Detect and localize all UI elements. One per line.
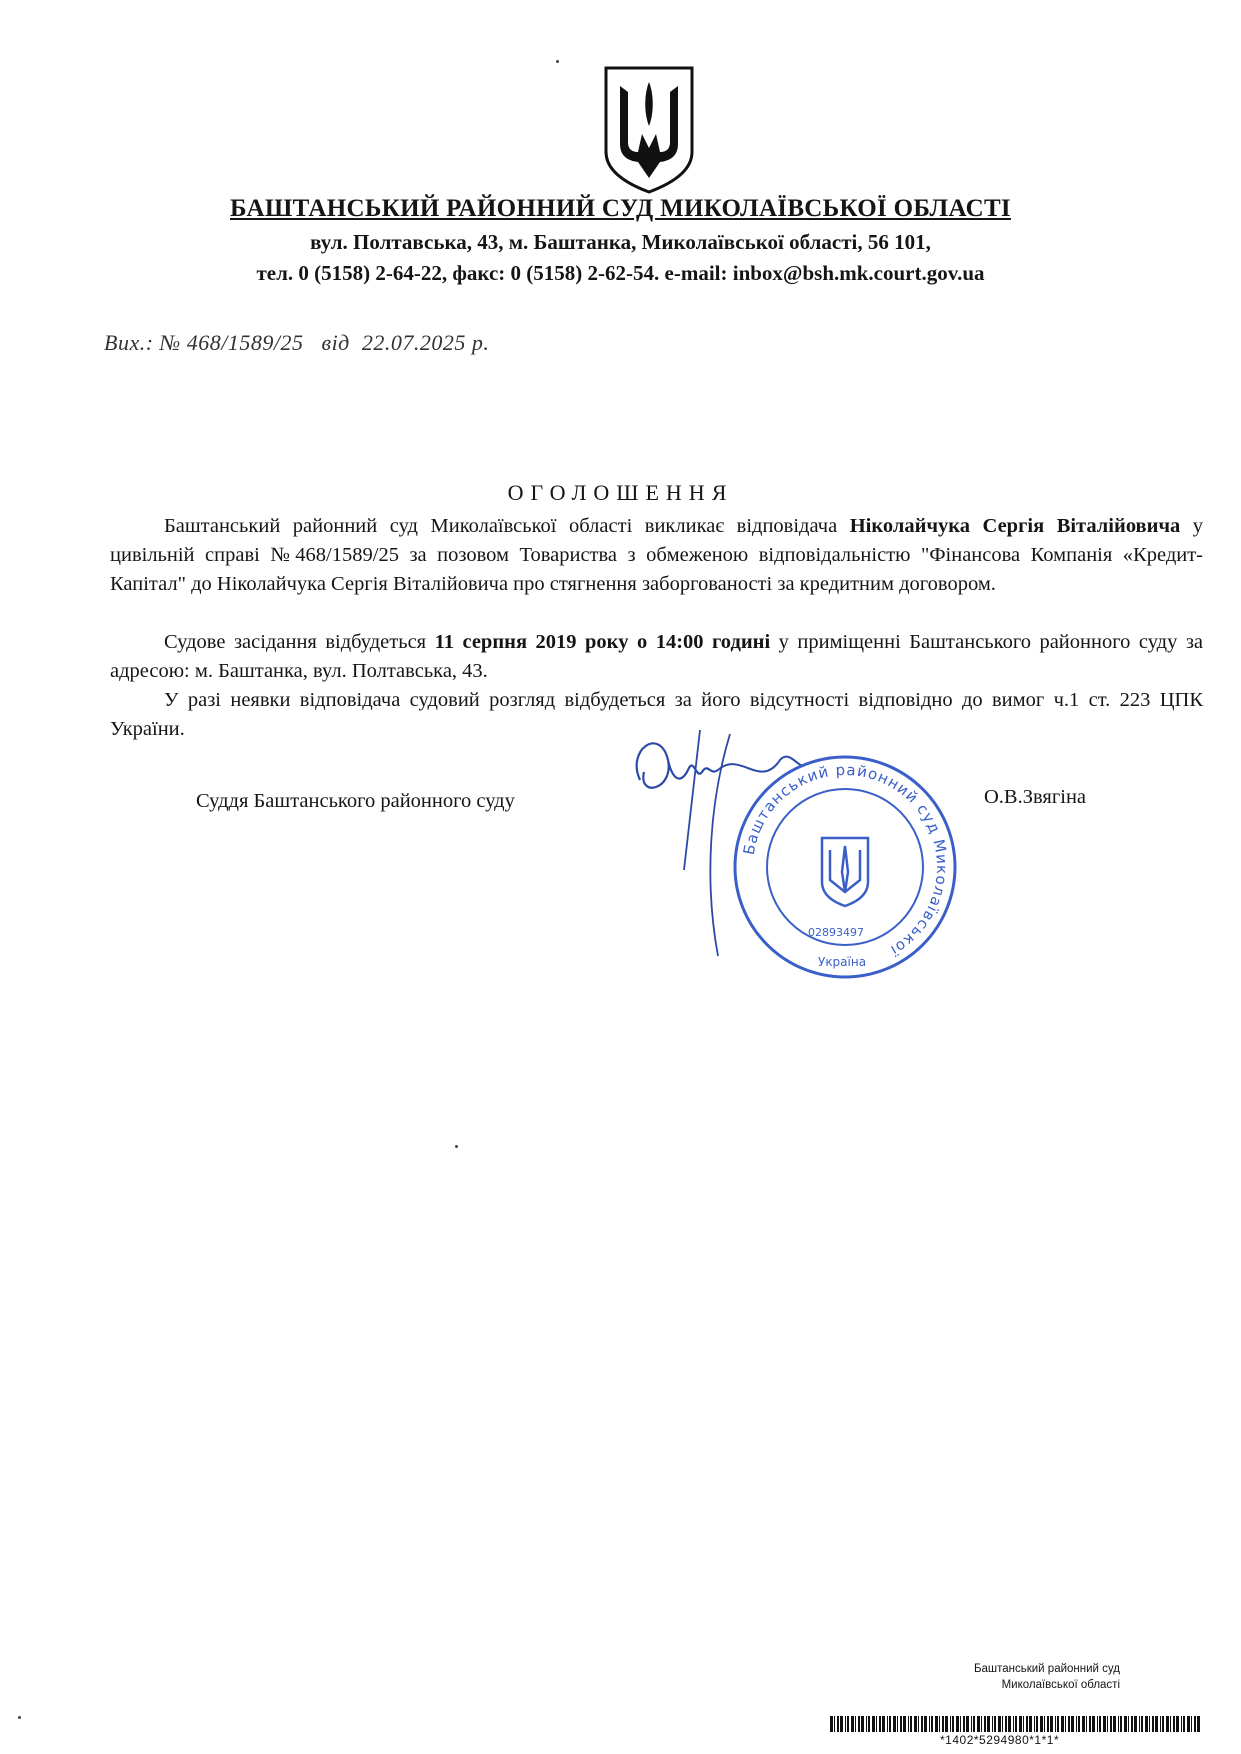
court-name: БАШТАНСЬКИЙ РАЙОННИЙ СУД МИКОЛАЇВСЬКОЇ ОБЛАСТІ (230, 195, 1011, 222)
absence-text: У разі неявки відповідача судовий розгляд відбудеться за його відсутності відповідно до вимог ч.1 ст. 223 ЦПК (164, 689, 1203, 711)
outgoing-suffix: р. (471, 330, 490, 355)
outgoing-prefix: Вих.: № (104, 330, 181, 355)
hearing-text: Судове засідання відбудеться (164, 631, 427, 653)
outgoing-number: 468/1589/25 (186, 330, 304, 355)
scan-speck (556, 60, 559, 63)
outgoing-date: 22.07.2025 (361, 330, 466, 355)
notice-paragraph-hearing (110, 628, 1203, 686)
scan-speck (18, 1716, 21, 1719)
outgoing-number-line (104, 330, 489, 356)
case-text: у цивільній справі №468/1589/25 за позовом Товариства з обмеженою відповідальністю "Фінансова Компанія «Кредит-Капітал" до Ніколайчука Сергія Віталійовича про стягнення заборгованості за кредитним договором. (110, 515, 1204, 595)
defendant-name: Ніколайчука Сергія Віталійовича (849, 515, 1181, 537)
barcode-number: *1402*5294980*1*1* (940, 1733, 1060, 1747)
notice-paragraph-summons (110, 512, 1203, 599)
stamp-region: Миколаївської області (1001, 1679, 1120, 1691)
summons-text: Баштанський районний суд Миколаївської області викликає відповідача (164, 515, 838, 537)
registration-stamp (920, 1661, 1120, 1693)
scan-speck (455, 1145, 458, 1148)
outgoing-from-label: від (321, 330, 350, 355)
seal-inner-text: Україна (818, 955, 867, 969)
seal-outer-text: Баштанський районний суд Миколаївської (739, 760, 952, 961)
judge-title: Суддя Баштанського районного суду (196, 790, 515, 812)
hearing-datetime: 11 серпня 2019 року о 14:00 годині (434, 631, 771, 653)
seal-code: 02893497 (808, 926, 864, 939)
hearing-location: у приміщенні Баштанського районного суду за адресою: м. Баштанка, вул. Полтавська, 43. (110, 631, 1204, 682)
court-seal (730, 752, 960, 982)
absence-text-end: України. (110, 718, 185, 740)
judge-name: О.В.Звягіна (984, 786, 1087, 808)
stamp-court-name: Баштанський районний суд (973, 1663, 1120, 1675)
notice-title: ОГОЛОШЕННЯ (507, 480, 734, 505)
barcode (830, 1716, 1205, 1732)
court-contacts: тел. 0 (5158) 2-64-22, факс: 0 (5158) 2-62-54. e-mail: inbox@bsh.mk.court.gov.ua (256, 261, 985, 285)
court-address: вул. Полтавська, 43, м. Баштанка, Миколаївської області, 56 101, (310, 230, 931, 254)
coat-of-arms-icon (600, 64, 698, 196)
